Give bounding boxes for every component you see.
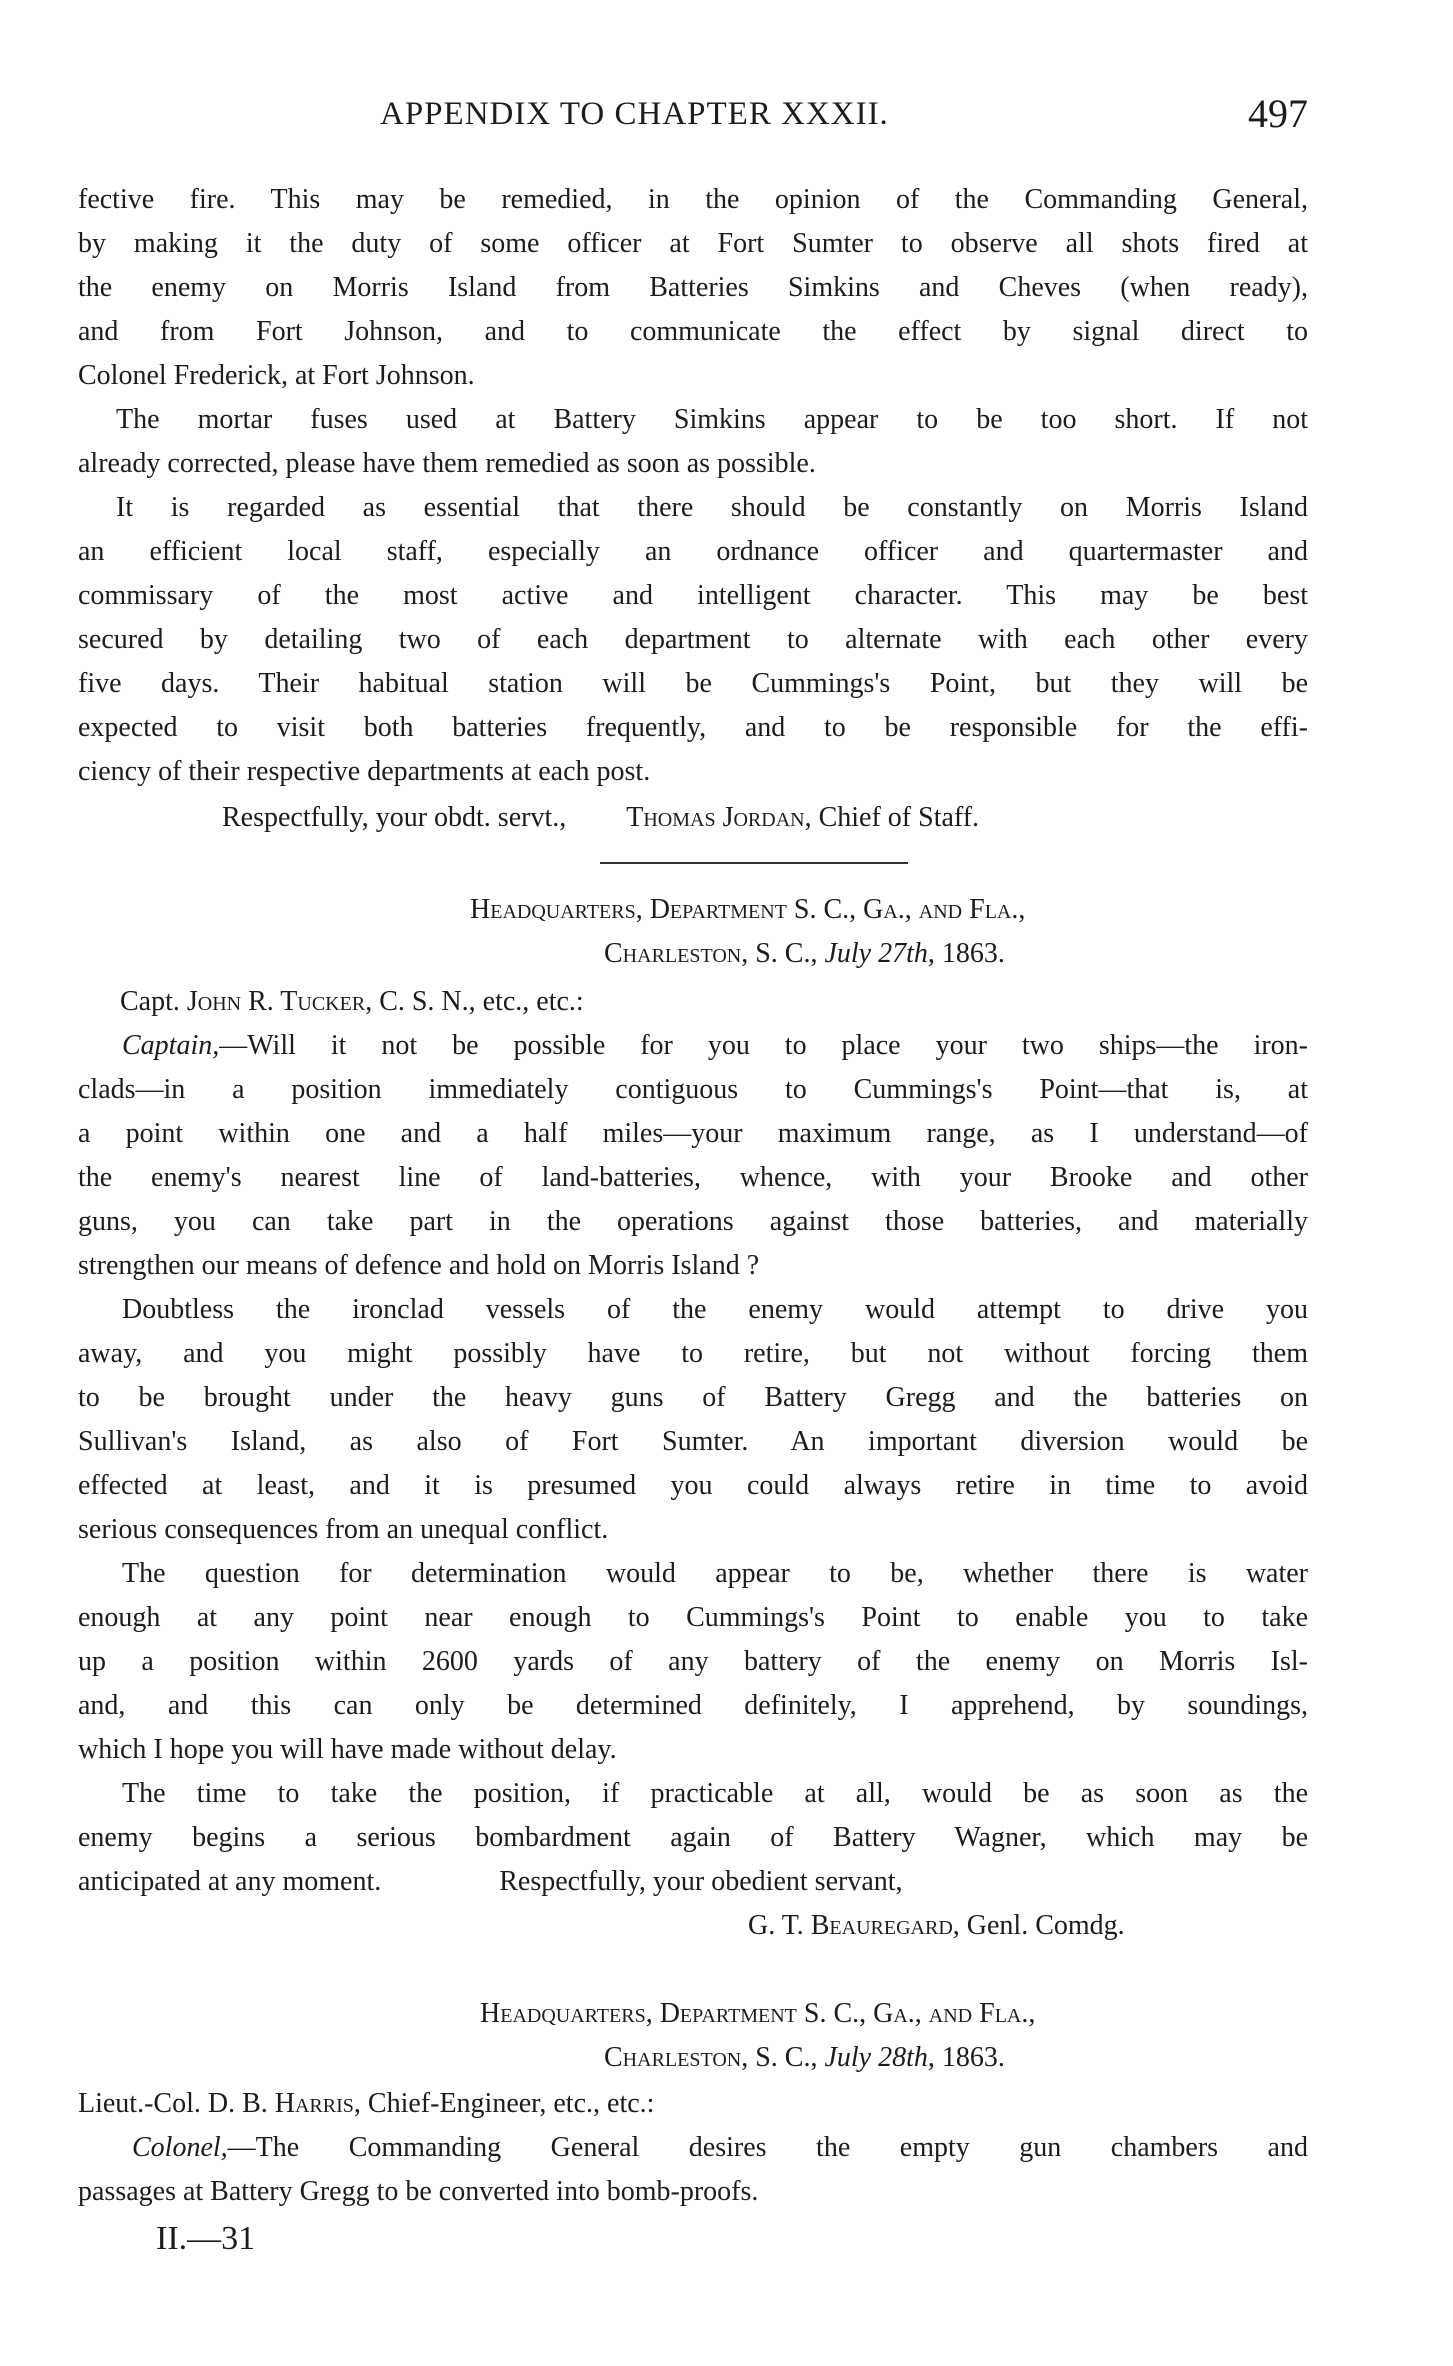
text-line: Doubtless the ironclad vessels of the enemy would attempt to drive you (122, 1294, 1308, 1325)
text-line: clads—in a position immediately contiguous to Cummings's Point—that is, at (78, 1074, 1308, 1105)
addressee-name: Harris (274, 2088, 354, 2119)
text-line: commissary of the most active and intelligent character. This may be best (78, 580, 1308, 611)
signature-name: Beauregard (810, 1910, 953, 1941)
running-title: APPENDIX TO CHAPTER XXXII. (380, 96, 889, 132)
text-line: Sullivan's Island, as also of Fort Sumter. An important diversion would be (78, 1426, 1308, 1457)
text-line: the enemy's nearest line of land-batteries, whence, with your Brooke and other (78, 1162, 1308, 1193)
running-header (380, 90, 1308, 150)
text-line: up a position within 2600 yards of any battery of the enemy on Morris Isl- (78, 1646, 1308, 1677)
heading-place: Charleston, S. C., (604, 2042, 825, 2073)
closing: Respectfully, your obdt. servt., (222, 802, 567, 833)
salutation: Colonel, (132, 2132, 228, 2163)
text-line: enough at any point near enough to Cummings's Point to enable you to take (78, 1602, 1308, 1633)
addressee-suffix: , Chief-Engineer, etc., etc.: (353, 2088, 655, 2119)
addressee-line (120, 980, 1308, 1024)
text-line: guns, you can take part in the operations against those batteries, and materially (78, 1206, 1308, 1237)
text-line: The question for determination would appear to be, whether there is water (122, 1558, 1308, 1589)
text-line: and from Fort Johnson, and to communicate the effect by signal direct to (78, 316, 1308, 347)
page-number: 497 (1248, 91, 1308, 136)
text-line: serious consequences from an unequal conflict. (78, 1514, 609, 1545)
signature-title: , Genl. Comdg. (952, 1910, 1125, 1941)
text-line: enemy begins a serious bombardment again of Battery Wagner, which may be (78, 1822, 1308, 1853)
text-line: fective fire. This may be remedied, in the opinion of the Commanding General, (78, 184, 1308, 215)
addressee-suffix: , C. S. N., etc., etc.: (365, 986, 584, 1017)
text-line: and, and this can only be determined definitely, I apprehend, by soundings, (78, 1690, 1308, 1721)
text-line (122, 1024, 1308, 1068)
closing-line (222, 796, 1308, 840)
text-line: passages at Battery Gregg to be converted into bomb-proofs. (78, 2176, 759, 2207)
heading-place: Charleston, S. C., (604, 938, 825, 969)
signature-line (748, 1904, 1308, 1948)
salutation: Captain, (122, 1030, 220, 1061)
text-line: an efficient local staff, especially an ordnance officer and quartermaster and (78, 536, 1308, 567)
heading-year: 1863. (934, 938, 1005, 969)
text-line: a point within one and a half miles—your maximum range, as I understand—of (78, 1118, 1308, 1149)
text-line: expected to visit both batteries frequently, and to be responsible for the effi- (78, 712, 1308, 743)
signature-prefix: G. T. (748, 1910, 811, 1941)
text-line: ciency of their respective departments at each post. (78, 756, 651, 787)
text-line (78, 1860, 1308, 1904)
heading-date: July 27th, (824, 938, 935, 969)
addressee-line (78, 2082, 1308, 2126)
text-span: anticipated at any moment. (78, 1866, 382, 1897)
text-line: already corrected, please have them remedied as soon as possible. (78, 448, 816, 479)
addressee-name: John R. Tucker (186, 986, 366, 1017)
letter-heading: Headquarters, Department S. C., Ga., and Fla., (470, 894, 1026, 925)
text-line (132, 2126, 1308, 2170)
text-span: —Will it not be possible for you to place your two ships—the iron- (219, 1030, 1308, 1061)
text-line: Colonel Frederick, at Fort Johnson. (78, 360, 475, 391)
text-line: away, and you might possibly have to retire, but not without forcing them (78, 1338, 1308, 1369)
text-line: which I hope you will have made without delay. (78, 1734, 617, 1765)
signature-mark: II.—31 (156, 2220, 256, 2257)
closing: Respectfully, your obedient servant, (499, 1866, 903, 1897)
letter-date-line (604, 932, 1308, 976)
text-line: The time to take the position, if practicable at all, would be as soon as the (122, 1778, 1308, 1809)
heading-date: July 28th, (824, 2042, 935, 2073)
text-line: effected at least, and it is presumed you could always retire in time to avoid (78, 1470, 1308, 1501)
text-span: —The Commanding General desires the empty gun chambers and (227, 2132, 1308, 2163)
text-line: to be brought under the heavy guns of Battery Gregg and the batteries on (78, 1382, 1308, 1413)
text-line: five days. Their habitual station will be Cummings's Point, but they will be (78, 668, 1308, 699)
letter-date-line (604, 2036, 1308, 2080)
addressee-prefix: Capt. (120, 986, 187, 1017)
text-line: strengthen our means of defence and hold on Morris Island ? (78, 1250, 760, 1281)
text-line: by making it the duty of some officer at Fort Sumter to observe all shots fired at (78, 228, 1308, 259)
signature-name: Thomas Jordan (626, 802, 805, 833)
text-line: The mortar fuses used at Battery Simkins appear to be too short. If not (116, 404, 1308, 435)
text-line: secured by detailing two of each department to alternate with each other every (78, 624, 1308, 655)
heading-year: 1863. (934, 2042, 1005, 2073)
section-divider (600, 862, 908, 864)
text-line: It is regarded as essential that there should be constantly on Morris Island (116, 492, 1308, 523)
letter-heading: Headquarters, Department S. C., Ga., and Fla., (480, 1998, 1036, 2029)
text-line: the enemy on Morris Island from Batteries Simkins and Cheves (when ready), (78, 272, 1308, 303)
signature-title: , Chief of Staff. (804, 802, 980, 833)
addressee-prefix: Lieut.-Col. D. B. (78, 2088, 275, 2119)
